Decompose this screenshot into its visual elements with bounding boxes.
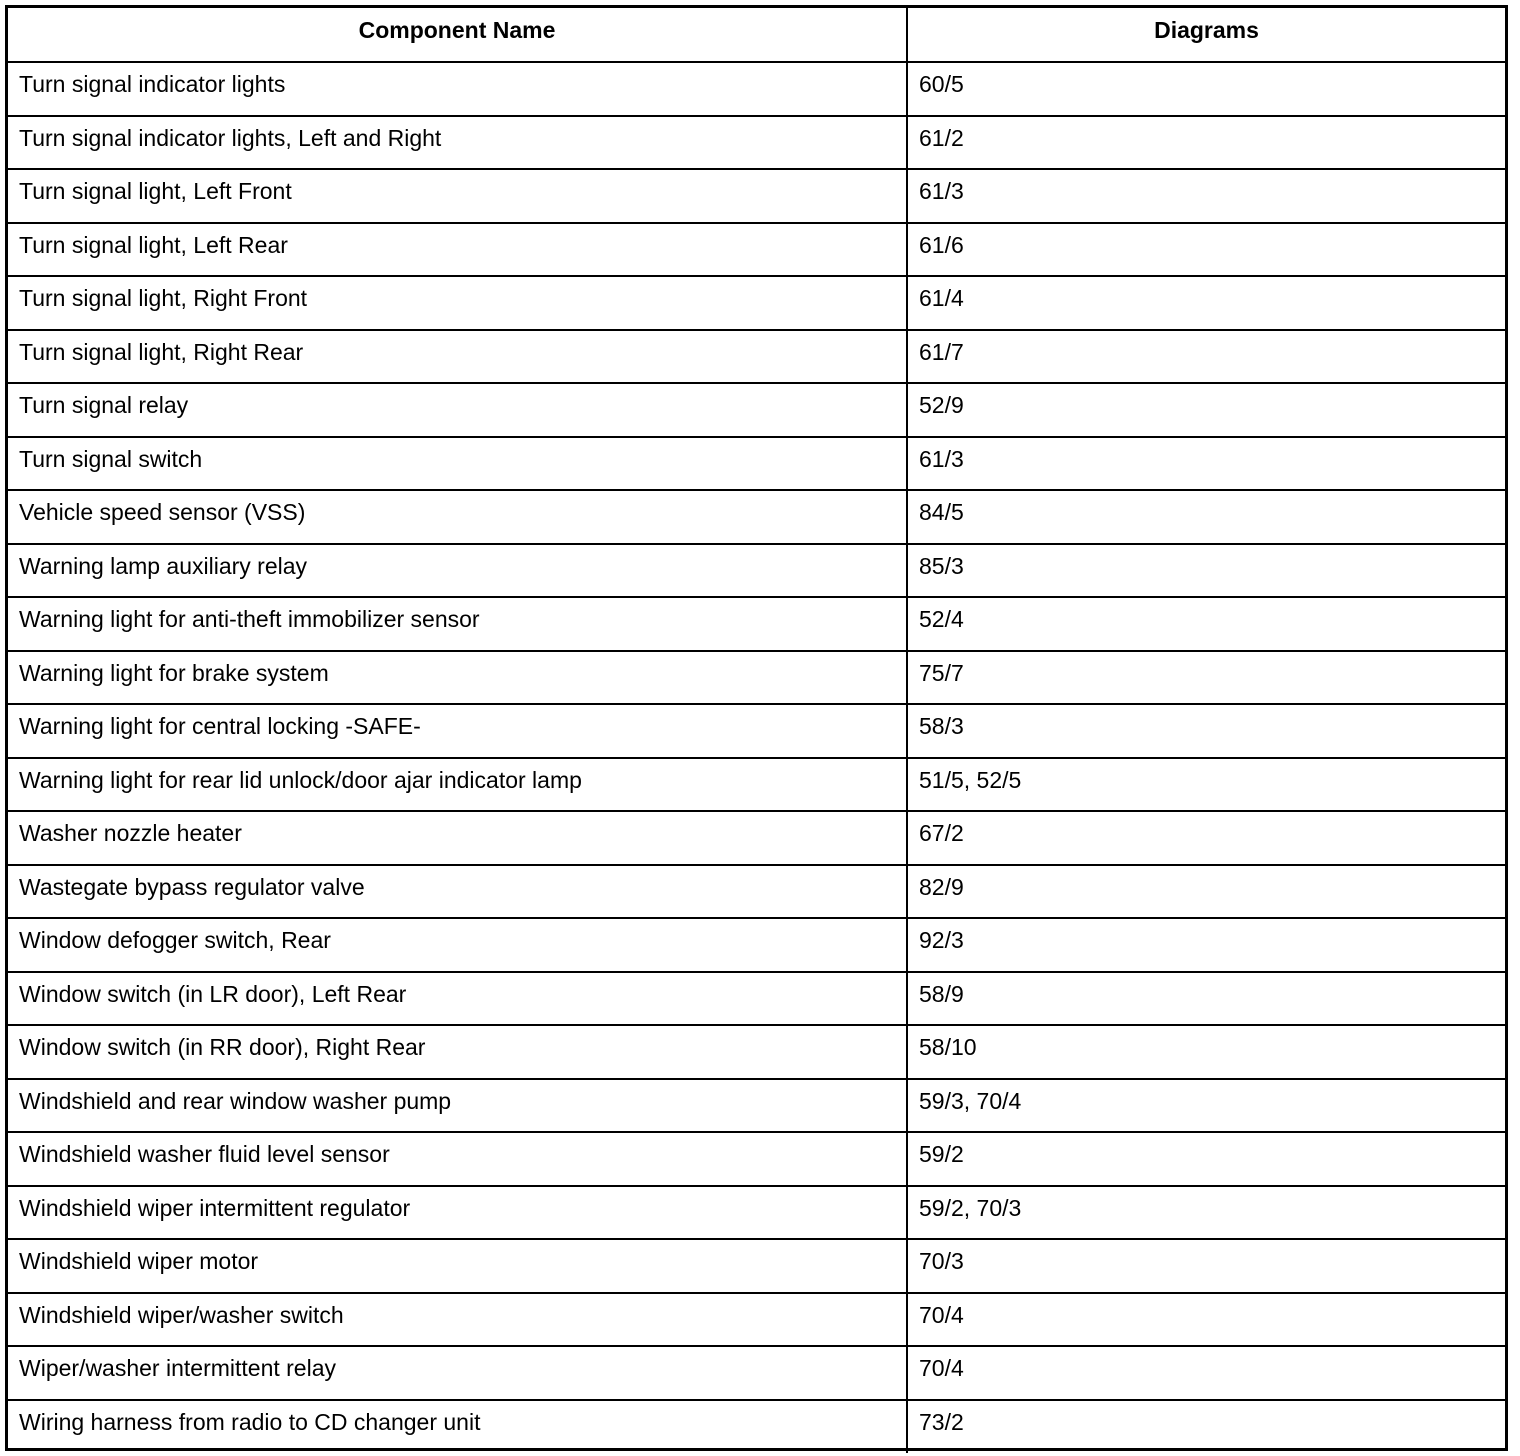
table-row [8,1293,1505,1347]
cell-diagrams: 61/3 [907,169,1505,223]
cell-diagrams: 67/2 [907,811,1505,865]
component-diagram-table [8,8,1505,1453]
cell-diagrams: 70/4 [907,1346,1505,1400]
table-row [8,437,1505,491]
table-row [8,330,1505,384]
cell-diagrams: 58/3 [907,704,1505,758]
cell-component-name: Warning light for brake system [8,651,907,705]
header-diagrams: Diagrams [907,8,1505,62]
cell-diagrams: 52/4 [907,597,1505,651]
cell-diagrams: 92/3 [907,918,1505,972]
cell-diagrams: 73/2 [907,1400,1505,1454]
table-row [8,544,1505,598]
cell-diagrams: 70/4 [907,1293,1505,1347]
cell-diagrams: 61/2 [907,116,1505,170]
header-component-name: Component Name [8,8,907,62]
table-row [8,1079,1505,1133]
table-row [8,1132,1505,1186]
cell-diagrams: 59/2 [907,1132,1505,1186]
table-row [8,223,1505,277]
cell-component-name: Windshield wiper motor [8,1239,907,1293]
table-row [8,1400,1505,1454]
table-row [8,758,1505,812]
cell-component-name: Washer nozzle heater [8,811,907,865]
table-row [8,490,1505,544]
table-row [8,597,1505,651]
cell-diagrams: 60/5 [907,62,1505,116]
cell-component-name: Warning light for anti-theft immobilizer sensor [8,597,907,651]
cell-diagrams: 61/6 [907,223,1505,277]
cell-diagrams: 84/5 [907,490,1505,544]
table-row [8,918,1505,972]
table-row [8,169,1505,223]
cell-component-name: Wiring harness from radio to CD changer unit [8,1400,907,1454]
component-diagram-table-frame [5,5,1508,1451]
cell-component-name: Turn signal light, Left Front [8,169,907,223]
cell-component-name: Windshield washer fluid level sensor [8,1132,907,1186]
table-row [8,1186,1505,1240]
cell-component-name: Windshield wiper/washer switch [8,1293,907,1347]
cell-component-name: Turn signal switch [8,437,907,491]
cell-diagrams: 75/7 [907,651,1505,705]
cell-diagrams: 58/10 [907,1025,1505,1079]
cell-component-name: Turn signal indicator lights [8,62,907,116]
cell-diagrams: 58/9 [907,972,1505,1026]
cell-diagrams: 85/3 [907,544,1505,598]
cell-component-name: Window switch (in RR door), Right Rear [8,1025,907,1079]
cell-component-name: Turn signal light, Right Front [8,276,907,330]
cell-diagrams: 51/5, 52/5 [907,758,1505,812]
table-row [8,811,1505,865]
cell-component-name: Warning lamp auxiliary relay [8,544,907,598]
cell-diagrams: 82/9 [907,865,1505,919]
table-row [8,1025,1505,1079]
cell-diagrams: 52/9 [907,383,1505,437]
table-row [8,62,1505,116]
cell-component-name: Warning light for rear lid unlock/door ajar indicator lamp [8,758,907,812]
table-header-row [8,8,1505,62]
cell-component-name: Turn signal light, Right Rear [8,330,907,384]
cell-diagrams: 61/4 [907,276,1505,330]
cell-component-name: Turn signal light, Left Rear [8,223,907,277]
cell-component-name: Wastegate bypass regulator valve [8,865,907,919]
cell-component-name: Windshield wiper intermittent regulator [8,1186,907,1240]
table-row [8,1346,1505,1400]
cell-component-name: Windshield and rear window washer pump [8,1079,907,1133]
cell-diagrams: 70/3 [907,1239,1505,1293]
table-row [8,704,1505,758]
table-body [8,62,1505,1453]
cell-diagrams: 59/3, 70/4 [907,1079,1505,1133]
table-row [8,276,1505,330]
cell-diagrams: 61/7 [907,330,1505,384]
cell-component-name: Turn signal relay [8,383,907,437]
cell-diagrams: 61/3 [907,437,1505,491]
cell-component-name: Window defogger switch, Rear [8,918,907,972]
table-row [8,116,1505,170]
table-row [8,865,1505,919]
cell-component-name: Window switch (in LR door), Left Rear [8,972,907,1026]
cell-component-name: Warning light for central locking -SAFE- [8,704,907,758]
cell-component-name: Vehicle speed sensor (VSS) [8,490,907,544]
table-row [8,1239,1505,1293]
cell-component-name: Turn signal indicator lights, Left and Right [8,116,907,170]
table-row [8,972,1505,1026]
table-row [8,383,1505,437]
table-row [8,651,1505,705]
cell-diagrams: 59/2, 70/3 [907,1186,1505,1240]
cell-component-name: Wiper/washer intermittent relay [8,1346,907,1400]
